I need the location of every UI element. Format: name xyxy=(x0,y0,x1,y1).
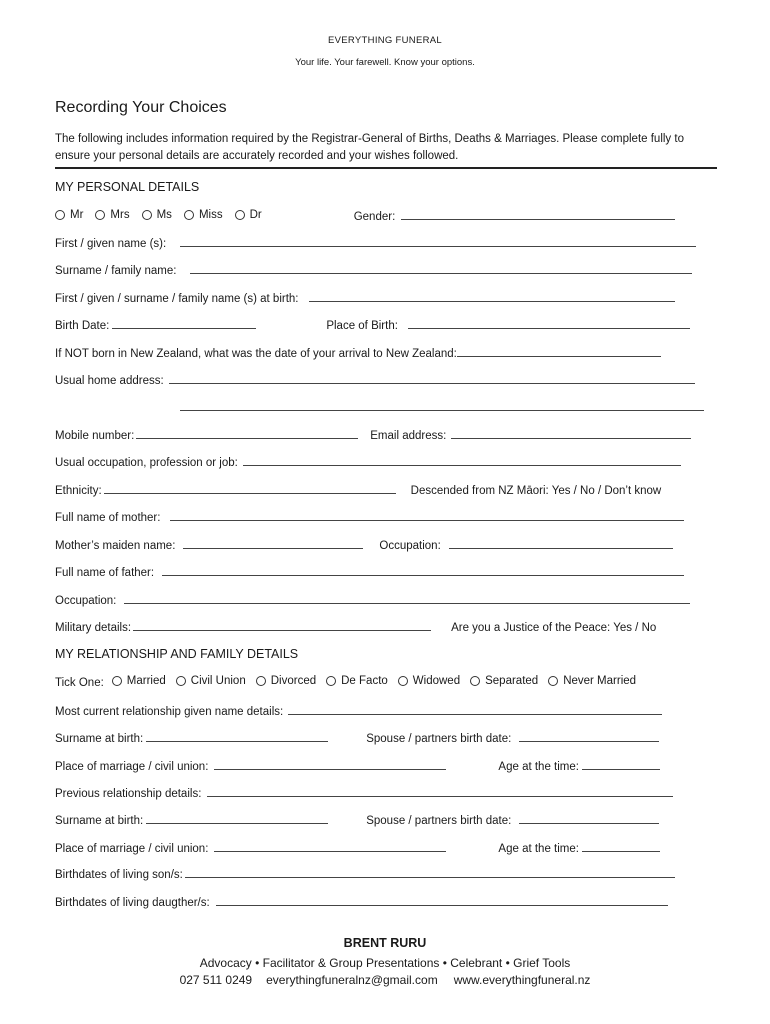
footer-contact xyxy=(0,973,770,987)
sons-birthdates-row xyxy=(55,866,675,882)
footer-phone: 027 511 0249 xyxy=(179,973,253,987)
status-option-married[interactable] xyxy=(112,675,166,687)
mobile-label: Mobile number: xyxy=(55,430,135,442)
radio-circle-icon[interactable] xyxy=(184,210,194,220)
ethnicity-field[interactable] xyxy=(104,482,396,494)
spouse-birth-date-field[interactable] xyxy=(519,812,659,824)
surname-label: Surname / family name: xyxy=(55,265,177,277)
title-option-label: Miss xyxy=(198,209,223,221)
surname-birth-row-2 xyxy=(55,812,659,828)
daughters-birthdates-label: Birthdates of living daugther/s: xyxy=(55,897,210,909)
father-name-label: Full name of father: xyxy=(55,567,155,579)
footer-name: BRENT RURU xyxy=(343,936,427,950)
place-of-birth-field[interactable] xyxy=(408,317,690,329)
radio-circle-icon[interactable] xyxy=(548,676,558,686)
father-name-field[interactable] xyxy=(162,564,684,576)
home-address-row-2 xyxy=(180,399,704,415)
title-option-label: Mrs xyxy=(110,209,130,221)
status-option-de-facto[interactable] xyxy=(326,675,388,687)
surname-at-birth-label: Surname at birth: xyxy=(55,815,144,827)
spouse-birth-date-label: Spouse / partners birth date: xyxy=(366,815,512,827)
radio-circle-icon[interactable] xyxy=(470,676,480,686)
daughters-birthdates-row xyxy=(55,894,668,910)
status-option-civil-union[interactable] xyxy=(176,675,246,687)
place-marriage-row-2 xyxy=(55,840,660,856)
status-option-label: Separated xyxy=(485,675,539,687)
title-option-miss[interactable] xyxy=(184,209,223,221)
place-marriage-row-1 xyxy=(55,758,660,774)
title-option-mr[interactable] xyxy=(55,209,83,221)
intro-text: The following includes information required by the Registrar-General of Births, Deaths & Marriages. Please complete fully to ensure your personal details are accurately recorded and your wishes followed. xyxy=(55,133,684,162)
age-at-time-field[interactable] xyxy=(582,840,660,852)
surname-field[interactable] xyxy=(190,262,692,274)
previous-relationship-label: Previous relationship details: xyxy=(55,788,202,800)
arrival-label: If NOT born in New Zealand, what was the date of your arrival to New Zealand: xyxy=(55,348,457,360)
first-name-label: First / given name (s): xyxy=(55,238,167,250)
mother-name-label: Full name of mother: xyxy=(55,512,161,524)
mobile-field[interactable] xyxy=(136,427,358,439)
page-title: Recording Your Choices xyxy=(55,99,227,116)
maiden-name-label: Mother’s maiden name: xyxy=(55,540,176,552)
footer-website: www.everythingfuneral.nz xyxy=(453,973,591,987)
radio-circle-icon[interactable] xyxy=(176,676,186,686)
father-occupation-row xyxy=(55,592,690,608)
mother-row xyxy=(55,509,684,525)
father-row xyxy=(55,564,684,580)
birth-date-row xyxy=(55,317,690,333)
age-at-time-label: Age at the time: xyxy=(498,761,579,773)
surname-at-birth-field[interactable] xyxy=(146,812,328,824)
status-option-widowed[interactable] xyxy=(398,675,460,687)
age-at-time-label: Age at the time: xyxy=(498,843,579,855)
mother-occupation-label: Occupation: xyxy=(379,540,441,552)
surname-at-birth-field[interactable] xyxy=(146,730,328,742)
ethnicity-row xyxy=(55,482,661,498)
birth-date-label: Birth Date: xyxy=(55,320,110,332)
radio-circle-icon[interactable] xyxy=(95,210,105,220)
radio-circle-icon[interactable] xyxy=(326,676,336,686)
sons-birthdates-field[interactable] xyxy=(185,866,675,878)
military-label: Military details: xyxy=(55,622,132,634)
arrival-field[interactable] xyxy=(457,345,661,357)
daughters-birthdates-field[interactable] xyxy=(216,894,668,906)
status-option-label: Widowed xyxy=(412,675,461,687)
footer-services: Advocacy • Facilitator & Group Presentations • Celebrant • Grief Tools xyxy=(199,956,571,970)
relationship-details-heading: MY RELATIONSHIP AND FAMILY DETAILS xyxy=(55,647,299,661)
place-of-marriage-label: Place of marriage / civil union: xyxy=(55,761,209,773)
personal-details-heading: MY PERSONAL DETAILS xyxy=(55,180,200,194)
gender-field[interactable] xyxy=(401,208,675,220)
title-option-label: Ms xyxy=(156,209,172,221)
current-relationship-label: Most current relationship given name details: xyxy=(55,706,284,718)
occupation-field[interactable] xyxy=(243,454,681,466)
surname-birth-row-1 xyxy=(55,730,659,746)
home-address-row xyxy=(55,372,695,388)
mother-name-field[interactable] xyxy=(170,509,684,521)
military-field[interactable] xyxy=(133,619,431,631)
place-of-birth-label: Place of Birth: xyxy=(326,320,398,332)
birth-date-field[interactable] xyxy=(112,317,256,329)
status-option-label: Civil Union xyxy=(190,675,246,687)
surname-row xyxy=(55,262,692,278)
spouse-birth-date-field[interactable] xyxy=(519,730,659,742)
radio-circle-icon[interactable] xyxy=(55,210,65,220)
radio-circle-icon[interactable] xyxy=(142,210,152,220)
current-relationship-field[interactable] xyxy=(288,703,662,715)
surname-at-birth-label: Surname at birth: xyxy=(55,733,144,745)
status-option-divorced[interactable] xyxy=(256,675,316,687)
military-row xyxy=(55,619,656,635)
previous-relationship-field[interactable] xyxy=(207,785,673,797)
title-option-mrs[interactable] xyxy=(95,209,129,221)
status-option-label: Never Married xyxy=(563,675,637,687)
previous-relationship-row xyxy=(55,785,673,801)
relationship-status-row xyxy=(55,675,636,691)
home-address-field-2[interactable] xyxy=(180,399,704,411)
birth-names-field[interactable] xyxy=(309,290,675,302)
radio-circle-icon[interactable] xyxy=(256,676,266,686)
title-gender-row xyxy=(55,208,675,224)
maiden-name-row xyxy=(55,537,673,553)
status-option-never-married[interactable] xyxy=(548,675,636,687)
title-option-label: Dr xyxy=(249,209,262,221)
radio-circle-icon[interactable] xyxy=(398,676,408,686)
brand-name: EVERYTHING FUNERAL xyxy=(328,35,442,46)
spouse-birth-date-label: Spouse / partners birth date: xyxy=(366,733,512,745)
title-option-dr[interactable] xyxy=(235,209,262,221)
radio-circle-icon[interactable] xyxy=(235,210,245,220)
occupation-row xyxy=(55,454,681,470)
status-option-label: De Facto xyxy=(341,675,388,687)
sons-birthdates-label: Birthdates of living son/s: xyxy=(55,869,183,881)
arrival-row xyxy=(55,345,661,361)
place-of-marriage-label: Place of marriage / civil union: xyxy=(55,843,209,855)
mother-occupation-field[interactable] xyxy=(449,537,673,549)
footer-email: everythingfuneralnz@gmail.com xyxy=(266,973,438,987)
first-name-row xyxy=(55,235,696,251)
home-address-field-1[interactable] xyxy=(169,372,695,384)
father-occupation-field[interactable] xyxy=(124,592,690,604)
gender-label: Gender: xyxy=(353,211,396,223)
status-option-label: Divorced xyxy=(270,675,317,687)
brand-tagline: Your life. Your farewell. Know your options. xyxy=(295,57,475,68)
status-option-separated[interactable] xyxy=(470,675,538,687)
birth-names-label: First / given / surname / family name (s) at birth: xyxy=(55,293,299,305)
maiden-name-field[interactable] xyxy=(183,537,363,549)
birth-names-row xyxy=(55,290,675,306)
place-of-marriage-field[interactable] xyxy=(214,840,446,852)
first-name-field[interactable] xyxy=(180,235,696,247)
email-label: Email address: xyxy=(370,430,447,442)
email-field[interactable] xyxy=(451,427,691,439)
current-relationship-row xyxy=(55,703,662,719)
age-at-time-field[interactable] xyxy=(582,758,660,770)
radio-circle-icon[interactable] xyxy=(112,676,122,686)
status-option-label: Married xyxy=(126,675,166,687)
header-divider xyxy=(55,167,717,169)
contact-row xyxy=(55,427,691,443)
maori-descent-question: Descended from NZ Māori: Yes / No / Don’t know xyxy=(410,485,662,497)
place-of-marriage-field[interactable] xyxy=(214,758,446,770)
justice-of-peace-question: Are you a Justice of the Peace: Yes / No xyxy=(451,622,657,634)
ethnicity-label: Ethnicity: xyxy=(55,485,102,497)
title-option-label: Mr xyxy=(70,209,84,221)
title-option-ms[interactable] xyxy=(142,209,172,221)
occupation-label: Usual occupation, profession or job: xyxy=(55,457,238,469)
home-address-label: Usual home address: xyxy=(55,375,164,387)
father-occupation-label: Occupation: xyxy=(55,595,117,607)
tick-one-label: Tick One: xyxy=(55,677,104,689)
